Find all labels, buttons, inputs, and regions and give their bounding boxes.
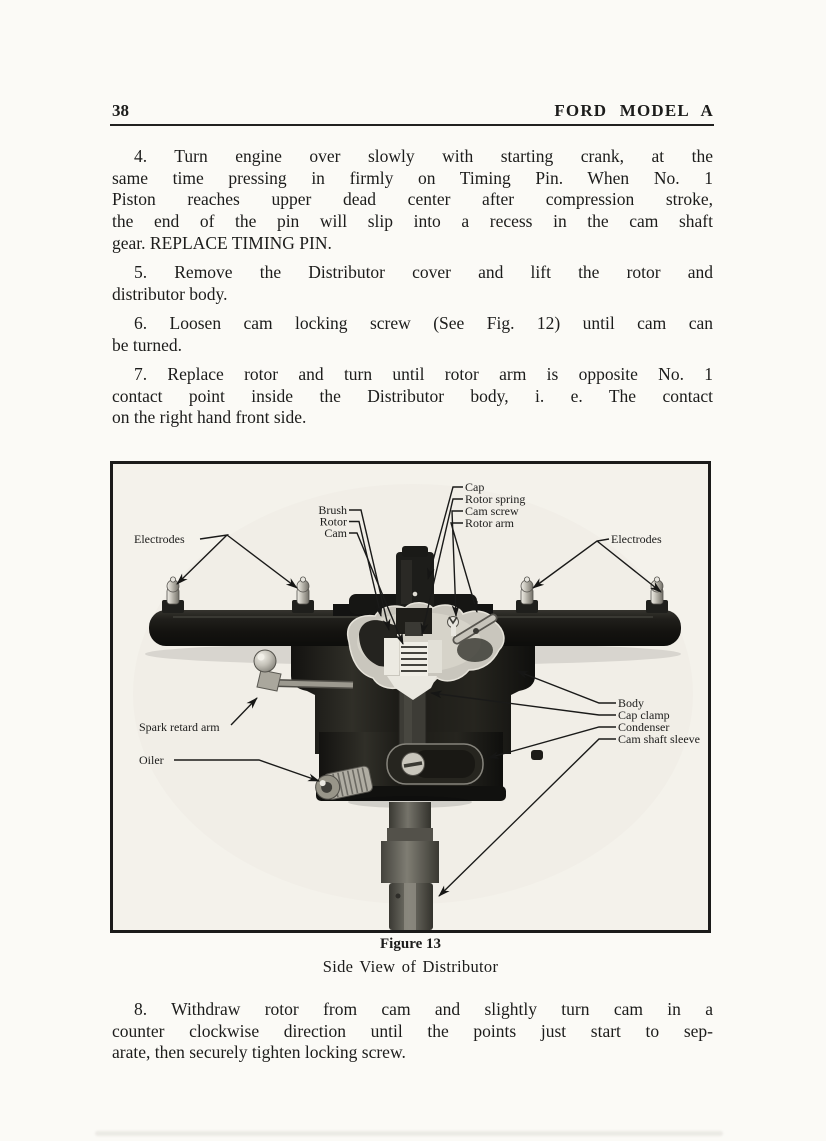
instructions-upper (112, 146, 713, 436)
instruction-step-6 (112, 313, 713, 356)
text-line: same time pressing in firmly on Timing Pin. When No. 1 (112, 167, 713, 188)
label-oiler: Oiler (139, 753, 164, 767)
label-cam-shaft-sleeve: Cam shaft sleeve (618, 732, 700, 746)
text-line: 6. Loosen cam locking screw (See Fig. 12) until cam can (134, 312, 713, 333)
text-line: Piston reaches upper dead center after compression stroke, (112, 189, 713, 210)
instruction-step-5 (112, 262, 713, 305)
text-line: be turned. (112, 334, 182, 355)
condenser-part (387, 744, 483, 784)
text-line: 4. Turn engine over slowly with starting crank, at the (134, 146, 713, 166)
instructions-lower (112, 999, 713, 1072)
instruction-step-8 (112, 999, 713, 1064)
figure-caption-title: Figure 13 (380, 936, 441, 952)
text-line: the end of the pin will slip into a recess in the cam shaft (112, 211, 713, 232)
label-body: Body (618, 696, 645, 710)
page-number: 38 (112, 101, 129, 120)
label-cam-screw: Cam screw (465, 504, 519, 518)
distributor-illustration (113, 464, 708, 930)
label-rotor-arm: Rotor arm (465, 516, 514, 530)
text-line: counter clockwise direction until the points just start to sep- (112, 1020, 713, 1041)
figure-caption-subtitle: Side View of Distributor (322, 957, 499, 976)
figure-13-distributor (110, 461, 711, 933)
label-rotor: Rotor (319, 514, 347, 529)
label-condenser: Condenser (618, 720, 670, 734)
label-cam: Cam (324, 526, 347, 540)
text-line: 8. Withdraw rotor from cam and slightly turn cam in a (134, 999, 713, 1019)
text-line: contact point inside the Distributor body, i. e. The contact (112, 385, 713, 406)
scan-artifact (95, 1131, 723, 1136)
header-rule (110, 124, 714, 126)
label-cap: Cap (465, 480, 485, 494)
text-line: 5. Remove the Distributor cover and lift the rotor and (134, 262, 713, 283)
instruction-step-7 (112, 364, 713, 429)
text-line: 7. Replace rotor and turn until rotor arm is opposite No. 1 (134, 363, 713, 384)
page-header (112, 101, 714, 121)
label-brush: Brush (318, 503, 347, 517)
label-rotor-spring: Rotor spring (465, 492, 526, 506)
label-electrodes-right: Electrodes (611, 532, 662, 546)
text-line: arate, then securely tighten locking screw. (112, 1042, 406, 1063)
label-spark-retard-arm: Spark retard arm (139, 720, 220, 734)
instruction-step-4 (112, 146, 713, 255)
text-line: distributor body. (112, 283, 228, 304)
label-electrodes-left: Electrodes (134, 532, 185, 546)
label-cap-clamp: Cap clamp (618, 708, 670, 722)
text-line: gear. REPLACE TIMING PIN. (112, 232, 332, 253)
header-title: FORD MODEL A (554, 101, 714, 120)
text-line: on the right hand front side. (112, 407, 307, 428)
